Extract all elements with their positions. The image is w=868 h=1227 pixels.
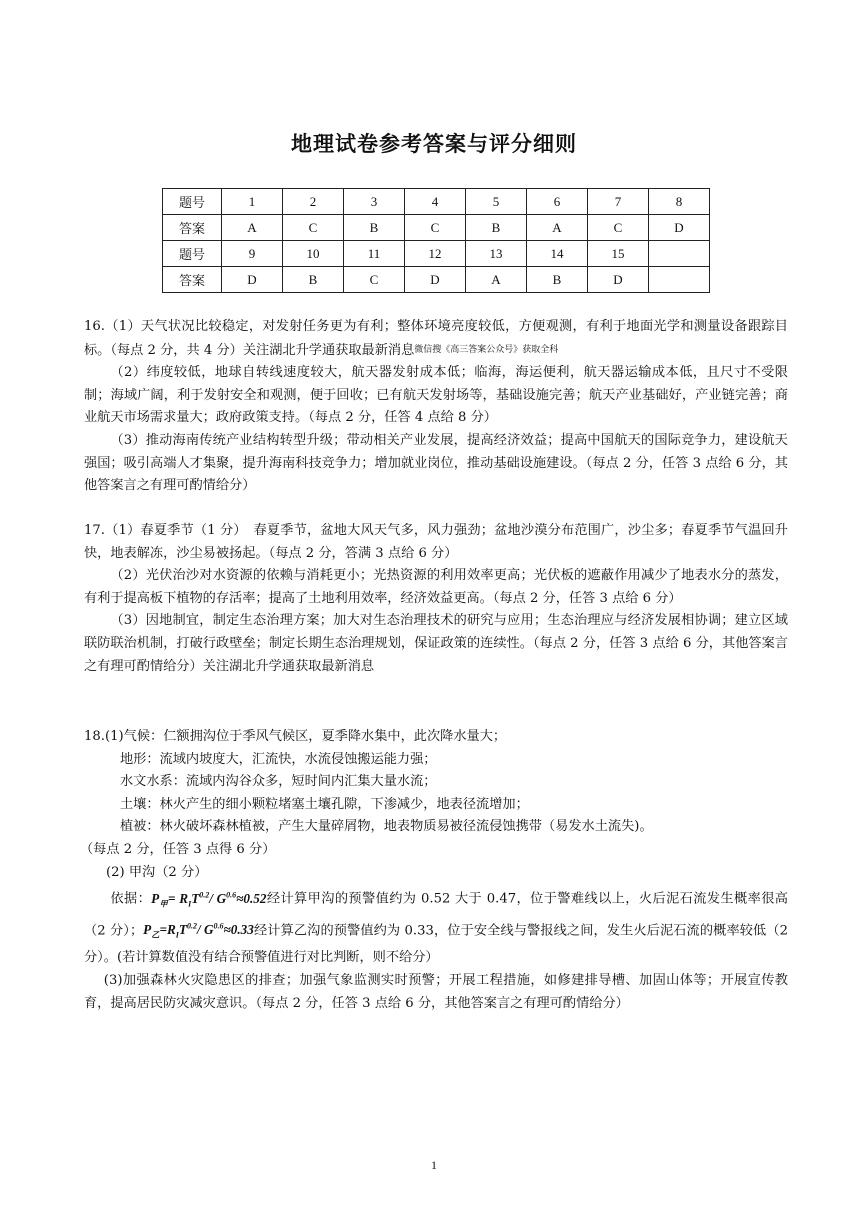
table-cell: C <box>344 267 405 293</box>
table-cell: D <box>222 267 283 293</box>
table-cell: 答案 <box>163 215 222 241</box>
page-number: 1 <box>431 1158 437 1172</box>
table-cell: 4 <box>405 189 466 215</box>
q16-part1 <box>84 316 788 362</box>
q16-part2: （2）纬度较低，地球自转线速度较大，航天器发射成本低；临海，海运便利，航天器运输成本低，且尺寸不受限制；海域广阔，利于发射安全和观测，便于回收；已有航天发射场等，基础设施完善；航天产业基础好，产业链完善；商业航天市场需求量大；政府政策支持。（每点 2 分，任答 4 点给 8 分） <box>84 365 788 426</box>
table-cell: 15 <box>588 241 649 267</box>
table-cell: B <box>527 267 588 293</box>
formula-symbol: / G <box>209 890 227 906</box>
table-cell: 答案 <box>163 267 222 293</box>
table-cell: D <box>649 215 710 241</box>
answer-table <box>162 188 710 293</box>
table-cell: C <box>405 215 466 241</box>
q18-basis <box>84 884 788 970</box>
table-cell: 5 <box>466 189 527 215</box>
formula-subscript: I <box>175 930 179 940</box>
table-cell: D <box>405 267 466 293</box>
formula-superscript: 0.6 <box>213 921 224 931</box>
formula-subscript: 乙 <box>151 930 160 940</box>
q18-line6: （每点 2 分，任答 3 点得 6 分） <box>80 841 276 857</box>
formula-superscript: 0.6 <box>226 890 237 900</box>
q17-part2: （2）光伏治沙对水资源的依赖与消耗更小；光热资源的利用效率更高；光伏板的遮蔽作用减少了地表水分的蒸发，有利于提高板下植物的存活率；提高了土地利用效率，经济效益更高。（每点 2 分，任答 3 点给 6 分） <box>84 568 788 606</box>
table-cell: 13 <box>466 241 527 267</box>
question-18 <box>80 726 789 1015</box>
table-cell: B <box>344 215 405 241</box>
table-cell: 3 <box>344 189 405 215</box>
table-cell: D <box>588 267 649 293</box>
formula-result: ≈0.33 <box>223 922 254 938</box>
table-cell: 1 <box>222 189 283 215</box>
q18-line4: 土壤：林火产生的细小颗粒堵塞土壤孔隙，下渗减少，地表径流增加； <box>120 796 529 812</box>
question-16 <box>84 316 788 498</box>
table-cell: B <box>466 215 527 241</box>
q16-part1-text: 16.（1）天气状况比较稳定，对发射任务更为有利；整体环境亮度较低，方便观测，有利于地面光学和测量设备跟踪目标。（每点 2 分，共 4 分）关注湖北升学通获取最新消息 <box>84 319 788 358</box>
q18-basis-text2: 经计算乙沟的预警值约为 0.33，位于安全线与警报线之间，发生火后泥石流的概率较低（2 分）。(若计算数值没有结合预警值进行对比判断，则不给分） <box>84 923 789 966</box>
q18-basis-label: 依据： <box>110 891 152 907</box>
q18-line3: 水文水系：流域内沟谷众多，短时间内汇集大量水流； <box>120 774 437 790</box>
q18-line2: 地形：流域内坡度大，汇流快，水流侵蚀搬运能力强； <box>120 751 437 767</box>
table-row <box>163 241 710 267</box>
table-cell: 题号 <box>163 241 222 267</box>
formula-subscript: 甲 <box>159 899 169 909</box>
table-cell <box>649 241 710 267</box>
table-cell: B <box>283 267 344 293</box>
table-cell: A <box>222 215 283 241</box>
q17-part3: （3）因地制宜，制定生态治理方案；加大对生态治理技术的研究与应用；生态治理应与经济发展相协调；建立区域联防联治机制，打破行政壁垒；制定长期生态治理规划，保证政策的连续性。（每点 2 分，任答 3 点给 6 分，其他答案言之有理可酌情给分）关注湖北升学通获取最新消息 <box>84 613 788 674</box>
formula-symbol: / G <box>196 922 214 938</box>
formula-symbol: =R <box>159 922 176 938</box>
table-cell: A <box>466 267 527 293</box>
table-row <box>163 267 710 293</box>
q16-part3: （3）推动海南传统产业结构转型升级；带动相关产业发展，提高经济效益；提高中国航天的国际竞争力，建设航天强国；吸引高端人才集聚，提升海南科技竞争力；增加就业岗位，推动基础设施建设。（每点 2 分，任答 3 点给 6 分，其他答案言之有理可酌情给分） <box>84 432 788 494</box>
table-cell: A <box>527 215 588 241</box>
formula-superscript: 0.2 <box>199 890 210 900</box>
q18-basis-text1: 经计算甲沟的预警值约为 0.52 大于 0.47，位于警难线以上，火后泥石流发生概率很高（2 分）； <box>84 891 788 939</box>
table-cell: 10 <box>283 241 344 267</box>
q18-line7: (2) 甲沟（2 分） <box>106 864 208 880</box>
table-cell: 14 <box>527 241 588 267</box>
table-cell: 8 <box>649 189 710 215</box>
table-cell: C <box>283 215 344 241</box>
q16-small-note: 微信搜《高三答案公众号》获取全科 <box>414 344 559 355</box>
table-cell: 题号 <box>163 189 222 215</box>
table-cell: 11 <box>344 241 405 267</box>
formula-superscript: 0.2 <box>186 921 197 931</box>
formula-symbol: T <box>191 890 200 906</box>
formula-jia <box>151 890 267 909</box>
formula-symbol: = R <box>168 890 189 906</box>
page-title: 地理试卷参考答案与评分细则 <box>291 132 577 156</box>
q17-part1: 17.（1）春夏季节（1 分） 春夏季节，盆地大风天气多，风力强劲；盆地沙漠分布范围广，沙尘多；春夏季节气温回升快，地表解冻，沙尘易被扬起。（每点 2 分，答满 3 点给 6 分） <box>84 523 788 561</box>
table-cell: 12 <box>405 241 466 267</box>
question-17 <box>84 520 788 678</box>
table-cell: C <box>588 215 649 241</box>
formula-yi <box>143 921 254 940</box>
table-cell: 9 <box>222 241 283 267</box>
formula-symbol: P <box>151 890 160 906</box>
formula-result: ≈0.52 <box>236 890 267 906</box>
q18-part3: (3)加强森林火灾隐患区的排查；加强气象监测实时预警；开展工程措施，如修建排导槽、加固山体等；开展宣传教育，提高居民防灾减灾意识。（每点 2 分，任答 3 点给 6 分，其他答案言之有理可酌情给分） <box>84 973 788 1011</box>
table-cell: 2 <box>283 189 344 215</box>
q18-line5: 植被：林火破坏森林植被，产生大量碎屑物，地表物质易被径流侵蚀携带（易发水土流失)。 <box>120 819 653 835</box>
table-cell: 7 <box>588 189 649 215</box>
table-row <box>163 189 710 215</box>
table-cell: 6 <box>527 189 588 215</box>
formula-symbol: T <box>178 922 187 938</box>
q18-line1: 18.(1)气候：仁额拥沟位于季风气候区，夏季降水集中，此次降水量大； <box>84 729 507 744</box>
table-cell <box>649 267 710 293</box>
table-row <box>163 215 710 241</box>
formula-subscript: I <box>188 899 192 909</box>
formula-symbol: P <box>143 922 152 938</box>
